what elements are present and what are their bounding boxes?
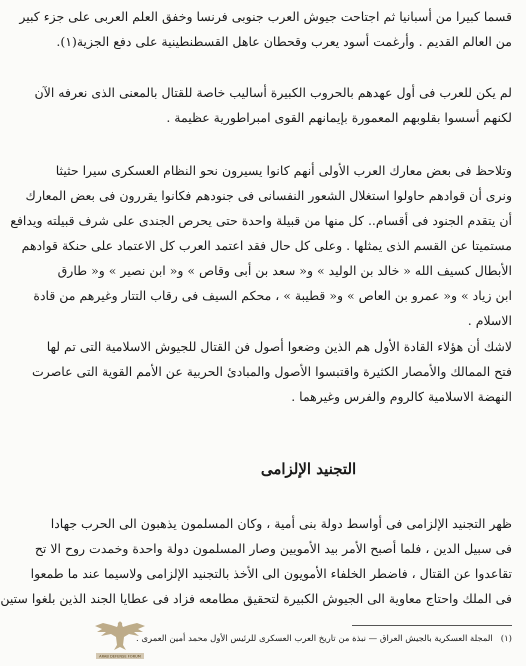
footnote-text: المجلة العسكرية بالجيش العراق — نبذة من تاريخ العرب العسكرى للرئيس الأول محمد أمين العمرى . <box>136 634 493 644</box>
paragraph-2 <box>34 80 512 130</box>
text-line: فى الملك واحتاج معاوية الى الجيوش الكبيرة لتحقيق مطامعه فزاد فى عطايا الجند الذين بلغوا ستين <box>0 591 512 606</box>
paragraph-5 <box>0 511 512 611</box>
eagle-icon <box>95 621 145 650</box>
text-line: وتلاحظ فى بعض معارك العرب الأولى أنهم كانوا يسيرون نحو النظام العسكرى سيرا حثيثا <box>55 163 512 178</box>
paragraph-3 <box>10 158 512 333</box>
text-line: فتح الممالك والأمصار الكثيرة واقتبسوا الأصول والمبادئ الحربية عن الأمم القوية التى عاصرت <box>32 364 512 379</box>
text-line: ونرى أن قوادهم حاولوا استغلال الشعور النفسانى فى جنودهم فكانوا يقررون فى بعض المعارك <box>25 188 512 203</box>
text-line: من العالم القديم . وأرغمت أسود يعرب وقحطان عاهل القسطنطينية على دفع الجزية(١). <box>56 34 512 49</box>
footnote <box>105 632 512 646</box>
forum-watermark-logo <box>93 617 147 663</box>
text-line: ظهر التجنيد الإلزامى فى أواسط دولة بنى أمية ، وكان المسلمون يذهبون الى الحرب جهادا <box>50 516 512 531</box>
text-line: فى سبيل الدين ، فلما أصبح الأمر بيد الأمويين وصار المسلمون دولة واحدة وخمدت روح الا تح <box>34 541 512 556</box>
text-line: تقاعدوا عن القتال ، فاضطر الخلفاء الأمويون الى الأخذ بالتجنيد الإلزامى ولاسيما عند ما طمعوا <box>30 566 512 581</box>
text-line: الأبطال كسيف الله « خالد بن الوليد » و« سعد بن أبى وقاص » و« ابن نصير » و« طارق <box>57 263 512 278</box>
text-line: قسما كبيرا من أسبانيا ثم اجتاحت جيوش العرب جنوبى فرنسا وخفق العلم العربى على جزء كبير <box>19 9 512 24</box>
footnote-divider <box>352 625 512 626</box>
text-line: النهضة الاسلامية كالروم والفرس وغيرهما . <box>291 389 512 404</box>
text-line: لكنهم أسسوا بقلوبهم المعمورة بإيمانهم القوى امبراطورية عظيمة . <box>166 110 512 125</box>
text-line: مستميتا عن القسم الذى يمثلها . وعلى كل حال فقد اعتمد العرب كل الاعتماد على حنكة قوادهم <box>21 238 512 253</box>
text-line: الاسلام . <box>467 313 512 328</box>
section-heading: التجنيد الإلزامى <box>260 460 357 478</box>
paragraph-4 <box>32 334 512 409</box>
footnote-number: (١) <box>500 634 512 644</box>
paragraph-1 <box>19 4 512 54</box>
text-line: لم يكن للعرب فى أول عهدهم بالحروب الكبيرة أساليب خاصة للقتال بالمعنى الذى نعرفه الآن <box>34 85 512 100</box>
text-line: ابن زياد » و« عمرو بن العاص » و« قطيبة » ، محكم السيف فى رقاب التتار وغيرهم من قادة <box>33 288 512 303</box>
text-line: لاشك أن هؤلاء القادة الأول هم الذين وضعوا أصول فن القتال للجيوش الاسلامية التى تم لها <box>46 339 512 354</box>
watermark-text: ARAB DEFENSE FORUM <box>99 654 141 659</box>
text-line: أن يتقدم الجنود فى أقسام.. كل منها من قبيلة واحدة حتى يحرص الجندى على شرف قبيلته ويدافع <box>10 213 512 228</box>
